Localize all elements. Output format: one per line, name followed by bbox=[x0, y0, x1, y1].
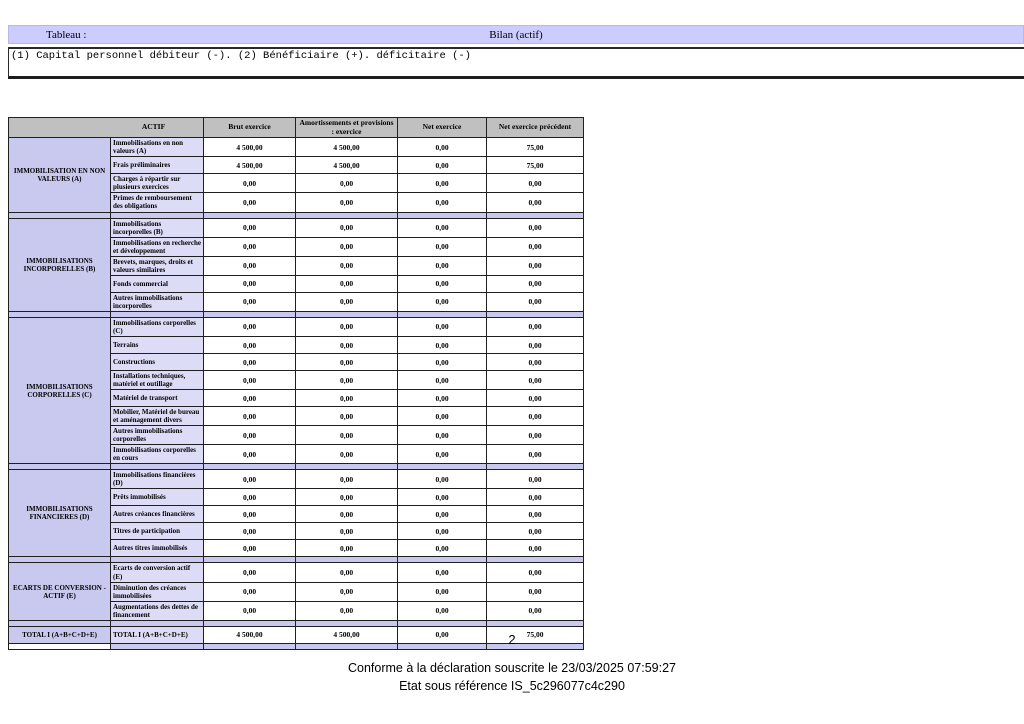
row-label-cell: Matériel de transport bbox=[111, 390, 204, 407]
value-cell: 0,00 bbox=[296, 337, 398, 354]
value-cell: 0,00 bbox=[204, 237, 296, 256]
row-label-cell: Primes de remboursement des obligations bbox=[111, 193, 204, 212]
value-cell: 0,00 bbox=[487, 256, 584, 275]
value-cell: 0,00 bbox=[398, 337, 487, 354]
value-cell: 0,00 bbox=[487, 601, 584, 620]
value-cell: 0,00 bbox=[296, 563, 398, 582]
column-header-amortissements: Amortissements et provisions : exercice bbox=[296, 118, 398, 138]
total-value-cell: 4 500,00 bbox=[296, 626, 398, 643]
group-label-cell: IMMOBILISATIONS CORPORELLES (C) bbox=[9, 317, 111, 463]
value-cell: 0,00 bbox=[296, 540, 398, 557]
value-cell: 0,00 bbox=[398, 523, 487, 540]
value-cell: 0,00 bbox=[204, 174, 296, 193]
value-cell: 0,00 bbox=[487, 506, 584, 523]
value-cell: 0,00 bbox=[296, 489, 398, 506]
value-cell: 0,00 bbox=[296, 426, 398, 445]
value-cell: 0,00 bbox=[204, 292, 296, 311]
value-cell: 0,00 bbox=[296, 445, 398, 464]
value-cell: 0,00 bbox=[398, 371, 487, 390]
row-label-cell: Constructions bbox=[111, 354, 204, 371]
value-cell: 0,00 bbox=[398, 407, 487, 426]
value-cell: 0,00 bbox=[296, 582, 398, 601]
page-number: 2 bbox=[508, 632, 516, 647]
row-label-cell: Autres titres immobilisés bbox=[111, 540, 204, 557]
value-cell: 0,00 bbox=[487, 390, 584, 407]
value-cell: 0,00 bbox=[487, 337, 584, 354]
group-label-cell: ECARTS DE CONVERSION - ACTIF (E) bbox=[9, 563, 111, 620]
total-value-cell: 75,00 bbox=[487, 626, 584, 643]
value-cell: 0,00 bbox=[204, 407, 296, 426]
value-cell: 0,00 bbox=[296, 390, 398, 407]
row-label-cell: Titres de participation bbox=[111, 523, 204, 540]
value-cell: 0,00 bbox=[398, 193, 487, 212]
value-cell: 0,00 bbox=[487, 292, 584, 311]
value-cell: 0,00 bbox=[398, 470, 487, 489]
row-label-cell: Charges à répartir sur plusieurs exercices bbox=[111, 174, 204, 193]
value-cell: 0,00 bbox=[296, 174, 398, 193]
value-cell: 0,00 bbox=[296, 470, 398, 489]
row-label-cell: Diminution des créances immobilisées bbox=[111, 582, 204, 601]
value-cell: 0,00 bbox=[204, 275, 296, 292]
value-cell: 0,00 bbox=[487, 582, 584, 601]
value-cell: 4 500,00 bbox=[204, 157, 296, 174]
row-label-cell: Immobilisations financières (D) bbox=[111, 470, 204, 489]
value-cell: 75,00 bbox=[487, 157, 584, 174]
value-cell: 0,00 bbox=[296, 371, 398, 390]
table-row bbox=[9, 138, 584, 157]
value-cell: 0,00 bbox=[296, 354, 398, 371]
row-label-cell: Immobilisations en non valeurs (A) bbox=[111, 138, 204, 157]
value-cell: 0,00 bbox=[398, 256, 487, 275]
value-cell: 4 500,00 bbox=[296, 138, 398, 157]
row-label-cell: Immobilisations corporelles (C) bbox=[111, 317, 204, 336]
value-cell: 0,00 bbox=[204, 371, 296, 390]
value-cell: 4 500,00 bbox=[296, 157, 398, 174]
value-cell: 0,00 bbox=[398, 237, 487, 256]
value-cell: 0,00 bbox=[487, 237, 584, 256]
value-cell: 0,00 bbox=[398, 275, 487, 292]
value-cell: 0,00 bbox=[398, 445, 487, 464]
value-cell: 0,00 bbox=[398, 218, 487, 237]
column-header-brut-exercice: Brut exercice bbox=[204, 118, 296, 138]
note-text: (1) Capital personnel débiteur (-). (2) Bénéficiaire (+). déficitaire (-) bbox=[11, 50, 471, 62]
row-label-cell: Immobilisations corporelles en cours bbox=[111, 445, 204, 464]
value-cell: 0,00 bbox=[398, 426, 487, 445]
value-cell: 0,00 bbox=[204, 354, 296, 371]
value-cell: 0,00 bbox=[296, 506, 398, 523]
value-cell: 0,00 bbox=[204, 317, 296, 336]
value-cell: 0,00 bbox=[487, 317, 584, 336]
value-cell: 0,00 bbox=[398, 157, 487, 174]
row-label-cell: Terrains bbox=[111, 337, 204, 354]
row-label-cell: Immobilisations incorporelles (B) bbox=[111, 218, 204, 237]
table-row bbox=[9, 218, 584, 237]
value-cell: 0,00 bbox=[487, 426, 584, 445]
value-cell: 0,00 bbox=[398, 292, 487, 311]
row-label-cell: Autres créances financières bbox=[111, 506, 204, 523]
value-cell: 0,00 bbox=[296, 218, 398, 237]
value-cell: 0,00 bbox=[296, 193, 398, 212]
group-label-cell: IMMOBILISATIONS FINANCIERES (D) bbox=[9, 470, 111, 557]
value-cell: 75,00 bbox=[487, 138, 584, 157]
value-cell: 0,00 bbox=[296, 237, 398, 256]
group-label-cell: IMMOBILISATIONS INCORPORELLES (B) bbox=[9, 218, 111, 311]
total-value-cell: 0,00 bbox=[398, 626, 487, 643]
bilan-table-body bbox=[9, 138, 584, 650]
value-cell: 0,00 bbox=[204, 445, 296, 464]
value-cell: 0,00 bbox=[487, 540, 584, 557]
value-cell: 0,00 bbox=[296, 523, 398, 540]
value-cell: 0,00 bbox=[487, 407, 584, 426]
value-cell: 0,00 bbox=[204, 390, 296, 407]
row-label-cell: Autres immobilisations incorporelles bbox=[111, 292, 204, 311]
value-cell: 0,00 bbox=[487, 445, 584, 464]
value-cell: 0,00 bbox=[204, 506, 296, 523]
total-group-cell: TOTAL I (A+B+C+D+E) bbox=[9, 626, 111, 643]
row-label-cell: Frais préliminaires bbox=[111, 157, 204, 174]
value-cell: 0,00 bbox=[204, 470, 296, 489]
value-cell: 0,00 bbox=[204, 563, 296, 582]
value-cell: 0,00 bbox=[487, 563, 584, 582]
value-cell: 0,00 bbox=[204, 218, 296, 237]
value-cell: 0,00 bbox=[398, 317, 487, 336]
value-cell: 0,00 bbox=[398, 563, 487, 582]
value-cell: 0,00 bbox=[487, 275, 584, 292]
band-label: Tableau : bbox=[46, 29, 87, 41]
bilan-actif-table bbox=[8, 117, 584, 650]
value-cell: 0,00 bbox=[398, 354, 487, 371]
value-cell: 0,00 bbox=[398, 506, 487, 523]
value-cell: 0,00 bbox=[296, 407, 398, 426]
value-cell: 0,00 bbox=[204, 193, 296, 212]
row-label-cell: Autres immobilisations corporelles bbox=[111, 426, 204, 445]
value-cell: 0,00 bbox=[204, 426, 296, 445]
value-cell: 0,00 bbox=[296, 317, 398, 336]
row-label-cell: Augmentations des dettes de financement bbox=[111, 601, 204, 620]
value-cell: 0,00 bbox=[296, 275, 398, 292]
row-label-cell: Immobilisations en recherche et développement bbox=[111, 237, 204, 256]
value-cell: 0,00 bbox=[487, 354, 584, 371]
value-cell: 0,00 bbox=[204, 489, 296, 506]
value-cell: 0,00 bbox=[398, 138, 487, 157]
table-header-row bbox=[9, 118, 584, 138]
value-cell: 0,00 bbox=[398, 489, 487, 506]
value-cell: 0,00 bbox=[296, 256, 398, 275]
value-cell: 0,00 bbox=[487, 489, 584, 506]
total-label-cell: TOTAL I (A+B+C+D+E) bbox=[111, 626, 204, 643]
value-cell: 4 500,00 bbox=[204, 138, 296, 157]
table-row bbox=[9, 470, 584, 489]
row-label-cell: Ecarts de conversion actif (E) bbox=[111, 563, 204, 582]
total-value-cell: 4 500,00 bbox=[204, 626, 296, 643]
column-header-actif: ACTIF bbox=[9, 118, 204, 138]
conformity-statement: Conforme à la déclaration souscrite le 23/03/2025 07:59:27 bbox=[348, 661, 676, 675]
value-cell: 0,00 bbox=[487, 218, 584, 237]
value-cell: 0,00 bbox=[487, 174, 584, 193]
value-cell: 0,00 bbox=[487, 193, 584, 212]
page-title: Bilan (actif) bbox=[489, 29, 543, 41]
value-cell: 0,00 bbox=[398, 540, 487, 557]
group-label-cell: IMMOBILISATION EN NON VALEURS (A) bbox=[9, 138, 111, 212]
value-cell: 0,00 bbox=[204, 337, 296, 354]
row-label-cell: Fonds commercial bbox=[111, 275, 204, 292]
value-cell: 0,00 bbox=[296, 292, 398, 311]
value-cell: 0,00 bbox=[204, 540, 296, 557]
column-header-net-exercice: Net exercice bbox=[398, 118, 487, 138]
note-box bbox=[8, 47, 1024, 79]
row-label-cell: Brevets, marques, droits et valeurs similaires bbox=[111, 256, 204, 275]
row-label-cell: Installations techniques, matériel et outillage bbox=[111, 371, 204, 390]
value-cell: 0,00 bbox=[398, 174, 487, 193]
value-cell: 0,00 bbox=[487, 371, 584, 390]
value-cell: 0,00 bbox=[398, 601, 487, 620]
value-cell: 0,00 bbox=[398, 582, 487, 601]
value-cell: 0,00 bbox=[398, 390, 487, 407]
row-label-cell: Prêts immobilisés bbox=[111, 489, 204, 506]
row-label-cell: Mobilier, Matériel de bureau et aménagement divers bbox=[111, 407, 204, 426]
value-cell: 0,00 bbox=[204, 601, 296, 620]
value-cell: 0,00 bbox=[204, 256, 296, 275]
state-reference: Etat sous référence IS_5c296077c4c290 bbox=[399, 679, 625, 693]
table-row bbox=[9, 563, 584, 582]
value-cell: 0,00 bbox=[487, 470, 584, 489]
column-header-net-exercice-precedent: Net exercice précédent bbox=[487, 118, 584, 138]
value-cell: 0,00 bbox=[204, 582, 296, 601]
table-row bbox=[9, 317, 584, 336]
value-cell: 0,00 bbox=[296, 601, 398, 620]
title-band bbox=[8, 25, 1024, 44]
value-cell: 0,00 bbox=[487, 523, 584, 540]
value-cell: 0,00 bbox=[204, 523, 296, 540]
